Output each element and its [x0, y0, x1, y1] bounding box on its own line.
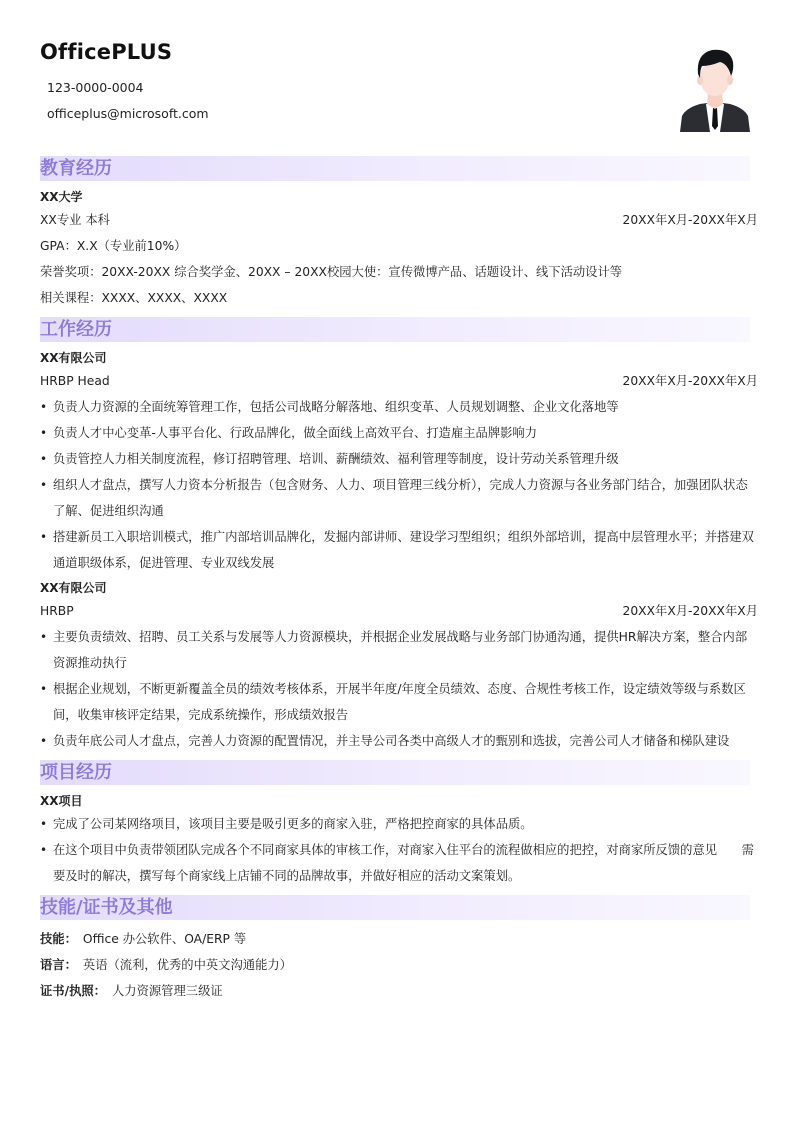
list-item: • 搭建新员工入职培训模式，推广内部培训品牌化，发掘内部讲师、建设学习型组织；组织外部培训，提高中层管理水平；并搭建双通道职级体系，促进管理、专业双线发展 — [40, 524, 758, 576]
skill-row — [40, 926, 758, 952]
job-role-row — [40, 368, 758, 394]
job-entry — [40, 348, 758, 576]
work-section-title: 工作经历 — [40, 319, 112, 340]
work-section — [40, 317, 758, 754]
project-name: XX项目 — [40, 794, 83, 808]
list-item: • 组织人才盘点，撰写人力资本分析报告（包含财务、人力、项目管理三线分析），完成人力资源与各业务部门结合，加强团队状态了解、促进组织沟通 — [40, 472, 758, 524]
certificate-key: 证书/执照： — [40, 984, 106, 998]
education-section — [40, 156, 758, 311]
education-section-header — [40, 156, 750, 181]
major-degree: XX专业 本科 — [40, 213, 110, 227]
project-section — [40, 760, 758, 889]
education-period: 20XX年X月-20XX年X月 — [622, 213, 758, 227]
avatar-icon — [680, 40, 750, 132]
job-duties — [40, 624, 758, 754]
phone-number: 123-0000-0004 — [47, 80, 144, 95]
certificate-value: 人力资源管理三级证 — [111, 984, 223, 998]
skill-value: Office 办公软件、OA/ERP 等 — [82, 932, 247, 946]
skills-section-title: 技能/证书及其他 — [40, 897, 173, 918]
language-value: 英语（流利，优秀的中英文沟通能力） — [82, 958, 292, 972]
skills-section — [40, 895, 758, 1004]
job-entry — [40, 578, 758, 754]
job-duties — [40, 394, 758, 576]
job-role: HRBP Head — [40, 374, 110, 388]
candidate-name: OfficePLUS — [40, 40, 173, 64]
list-item: • 完成了公司某网络项目，该项目主要是吸引更多的商家入驻，严格把控商家的具体品质。 — [40, 811, 758, 837]
education-major-row — [40, 207, 758, 233]
skill-key: 技能： — [40, 932, 77, 946]
list-item: • 主要负责绩效、招聘、员工关系与发展等人力资源模块，并根据企业发展战略与业务部门协通沟通，提供HR解决方案，整合内部资源推动执行 — [40, 624, 758, 676]
company-name: XX有限公司 — [40, 351, 107, 365]
project-section-title: 项目经历 — [40, 762, 112, 783]
job-period: 20XX年X月-20XX年X月 — [622, 604, 758, 618]
list-item: • 负责年底公司人才盘点，完善人力资源的配置情况，并主导公司各类中高级人才的甄别和选拔，完善公司人才储备和梯队建设 — [40, 728, 758, 754]
project-details — [40, 811, 758, 889]
list-item: • 负责管控人力相关制度流程，修订招聘管理、培训、薪酬绩效、福利管理等制度，设计劳动关系管理升级 — [40, 446, 758, 472]
school-name: XX大学 — [40, 190, 83, 204]
list-item: • 在这个项目中负责带领团队完成各个不同商家具体的审核工作，对商家入住平台的流程做相应的把控，对商家所反馈的意见 需要及时的解决，撰写每个商家线上店铺不同的品牌故事，并做好相应的活动文案策划。 — [40, 837, 758, 889]
job-role-row — [40, 598, 758, 624]
education-section-title: 教育经历 — [40, 158, 112, 179]
list-item: • 负责人才中心变革-人事平台化、行政品牌化，做全面线上高效平台、打造雇主品牌影响力 — [40, 420, 758, 446]
list-item: • 根据企业规划，不断更新覆盖全员的绩效考核体系，开展半年度/年度全员绩效、态度、合规性考核工作，设定绩效等级与系数区间，收集审核评定结果，完成系统操作，形成绩效报告 — [40, 676, 758, 728]
company-name: XX有限公司 — [40, 581, 107, 595]
list-item: • 负责人力资源的全面统筹管理工作，包括公司战略分解落地、组织变革、人员规划调整、企业文化落地等 — [40, 394, 758, 420]
skills-section-header — [40, 895, 750, 920]
job-period: 20XX年X月-20XX年X月 — [622, 374, 758, 388]
certificate-row — [40, 978, 758, 1004]
language-key: 语言： — [40, 958, 77, 972]
resume-header — [40, 0, 758, 150]
email-address: officeplus@microsoft.com — [47, 106, 209, 121]
honors: 荣誉奖项：20XX-20XX 综合奖学金、20XX – 20XX校园大使：宣传微博产品、话题设计、线下活动设计等 — [40, 265, 623, 279]
project-section-header — [40, 760, 750, 785]
courses: 相关课程：XXXX、XXXX、XXXX — [40, 291, 228, 305]
gpa: GPA：X.X（专业前10%） — [40, 239, 187, 253]
job-role: HRBP — [40, 604, 74, 618]
work-section-header — [40, 317, 750, 342]
language-row — [40, 952, 758, 978]
